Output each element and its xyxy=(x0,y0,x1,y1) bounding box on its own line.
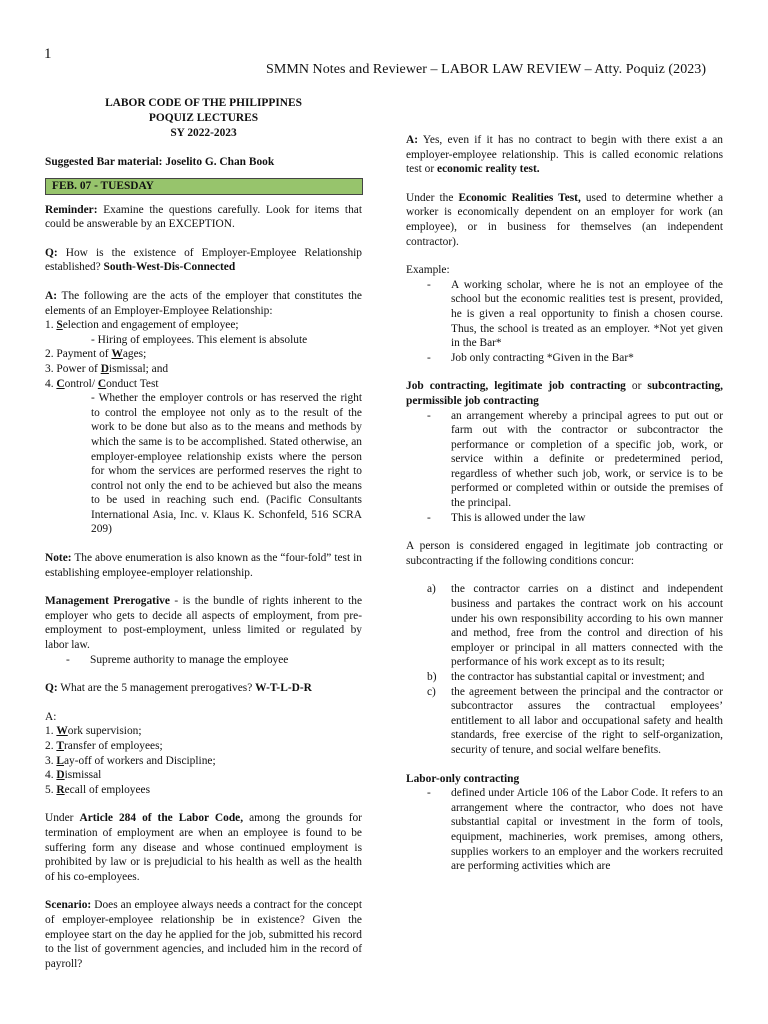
a3-text: Yes, even if it has no contract to begin with there exist a an employer-employee relationship. This is called economic relations test or xyxy=(406,134,723,176)
list-item: - defined under Article 106 of the Labor Code. It refers to an arrangement where the contractor, who does not have substantial capital or investment in the form of tools, equipment, machineries, work premises, among others, supplies workers to an employer and the workers recruited are performing activities which are xyxy=(406,786,723,874)
a1-item-2 xyxy=(45,347,362,362)
a1-text: The following are the acts of the employer that constitutes the elements of an Employer-Employee Relationship: xyxy=(45,289,362,317)
list-item xyxy=(406,582,723,670)
econ-text: used to determine whether a worker is economically dependent on an employer for work (an employee), or in business for themselves (an independent contractor). xyxy=(406,191,723,248)
note-label: Note: xyxy=(45,552,72,565)
title-line-3: SY 2022-2023 xyxy=(170,127,237,139)
list-item xyxy=(45,783,362,798)
a3-bold-tail: economic reality test. xyxy=(437,163,540,176)
job-contracting-list xyxy=(406,409,723,526)
list-item-text: the agreement between the principal and the contractor or subcontractor assures the contractual employees’ entitlement to all labor and occupational safety and health standards, free exercise of the right to self-organization, security of tenure, and social welfare benefits. xyxy=(451,685,723,756)
answer-1 xyxy=(45,289,362,318)
a2-item-rest: ecall of employees xyxy=(64,783,151,796)
page-number: 1 xyxy=(44,46,52,62)
legitimate-contracting-intro: A person is considered engaged in legitimate job contracting or subcontracting if the following conditions concur: xyxy=(406,540,723,567)
date-box: FEB. 07 - TUESDAY xyxy=(45,178,363,195)
a1-item-3 xyxy=(45,362,362,377)
list-item-text: the contractor carries on a distinct and independent business and partakes the contract work on his account under his own responsibility according to his own manner and method, free from the control and direction of his employer or principal in all matters connected with the performance of his work except as to its result; xyxy=(451,583,723,669)
a1-item-4 xyxy=(45,377,362,392)
labor-only-heading: Labor-only contracting xyxy=(406,772,520,785)
a2-item-rest: ismissal xyxy=(64,769,102,782)
a3-label: A: xyxy=(406,134,419,146)
q1-label: Q: xyxy=(45,246,58,259)
a2-item-rest: ransfer of employees; xyxy=(64,740,163,752)
scenario-label: Scenario: xyxy=(45,899,92,912)
example-label: Example: xyxy=(406,264,450,277)
a1-label: A: xyxy=(45,289,58,302)
a2-item-initial: R xyxy=(56,783,65,796)
list-item-text: the contractor has substantial capital or investment; and xyxy=(451,671,705,683)
a1-item-1 xyxy=(45,318,362,333)
mgmt-bullets xyxy=(45,653,362,668)
list-item: - Job only contracting *Given in the Bar* xyxy=(406,351,723,366)
econ-pre: Under the xyxy=(406,191,459,204)
a2-item-initial: D xyxy=(56,769,65,782)
note-text: The above enumeration is also known as the “four-fold” test in establishing employee-employer relationship. xyxy=(45,552,362,579)
a1-item-4-initial-2: C xyxy=(97,377,107,390)
job-contracting-heading-1: Job contracting, legitimate job contracting xyxy=(406,380,626,393)
q1-answer-key: South-West-Dis-Connected xyxy=(103,261,236,274)
q2-answer-key: W-T-L-D-R xyxy=(255,682,312,695)
a1-item-1-initial: S xyxy=(56,319,63,332)
list-item xyxy=(406,685,723,758)
a1-item-2-initial: W xyxy=(111,348,123,361)
economic-realities-paragraph xyxy=(406,191,723,249)
a2-item-num: 2. xyxy=(45,740,57,752)
a1-item-3-rest: ismissal; and xyxy=(108,362,169,375)
a2-item-rest: ork supervision; xyxy=(67,725,142,738)
a2-item-initial: T xyxy=(56,740,64,752)
list-item: - Supreme authority to manage the employee xyxy=(45,653,362,668)
a1-item-4-pre: 4. xyxy=(45,377,57,390)
list-item xyxy=(406,670,723,685)
management-prerogative xyxy=(45,594,362,652)
q1-text: How is the existence of Employer-Employee Relationship established? xyxy=(45,246,362,274)
a1-item-1-num: 1. xyxy=(45,319,57,332)
list-item xyxy=(45,768,362,783)
scenario-text: Does an employee always needs a contract for the concept of employer-employee relationship be in existence? Given the employee start on the day he applied for the job, submitted his record to the list of government agencies, and included him in the record of payroll? xyxy=(45,899,362,970)
list-item xyxy=(45,724,362,739)
econ-bold: Economic Realities Test, xyxy=(458,191,581,204)
document-title xyxy=(45,96,362,141)
bar-material: Suggested Bar material: Joselito G. Chan Book xyxy=(45,156,275,168)
a1-item-2-rest: ages; xyxy=(122,348,147,361)
job-contracting-heading-or: or xyxy=(625,380,648,393)
labor-only-list xyxy=(406,786,723,874)
title-line-1: LABOR CODE OF THE PHILIPPINES xyxy=(105,97,302,109)
mgmt-label: Management Prerogative xyxy=(45,595,170,608)
list-item: - A working scholar, where he is not an employee of the school but the economic realities test is present, provided, he is given a real opportunity to finish a chosen course. Thus, the school is treated as an employer. *Not yet given in the Bar* xyxy=(406,278,723,351)
a2-item-initial: L xyxy=(56,754,64,767)
art284-pre: Under xyxy=(45,812,80,825)
question-1 xyxy=(45,246,362,275)
a1-item-1-rest: election and engagement of employee; xyxy=(62,319,239,332)
a2-item-num: 4. xyxy=(45,769,57,782)
list-item: - an arrangement whereby a principal agrees to put out or farm out with the contractor or subcontractor the performance or completion of a specific job, work, or service within a definite or predetermined period, regardless of whether such job, work, or service is to be performed or completed within or outside the premises of the principal. xyxy=(406,409,723,511)
a2-item-num: 3. xyxy=(45,754,57,767)
list-marker: b) xyxy=(427,671,437,683)
art284-ref: Article 284 of the Labor Code, xyxy=(79,812,244,825)
question-2 xyxy=(45,681,362,696)
a2-item-initial: W xyxy=(56,725,68,738)
a2-item-num: 1. xyxy=(45,725,57,738)
list-marker: a) xyxy=(427,583,436,596)
a1-item-3-initial: D xyxy=(100,362,109,375)
left-column xyxy=(45,96,362,971)
a2-item-rest: ay-off of workers and Discipline; xyxy=(64,754,216,767)
list-marker: c) xyxy=(427,685,436,698)
a1-item-3-pre: 3. Power of xyxy=(45,362,101,375)
q2-label: Q: xyxy=(45,682,58,695)
art284-text: among the grounds for termination of employment are when an employee is found to be suffering form any disease and whose continued employment is prohibited by law or is prejudicial to his health as well as the health of his co-employees. xyxy=(45,812,362,883)
list-item xyxy=(45,754,362,769)
job-contracting-heading xyxy=(406,379,723,408)
running-header: SMMN Notes and Reviewer – LABOR LAW REVIEW – Atty. Poquiz (2023) xyxy=(266,62,707,77)
scenario-paragraph xyxy=(45,898,362,971)
a1-item-1-sub: - Hiring of employees. This element is absolute xyxy=(91,333,308,346)
q2-text: What are the 5 management prerogatives? xyxy=(57,682,256,695)
a2-label: A: xyxy=(45,710,57,723)
list-item xyxy=(45,739,362,754)
legitimate-conditions-list xyxy=(406,582,723,757)
a1-item-4-initial-1: C xyxy=(56,377,65,390)
job-contracting-heading-2: subcontracting, permissible job contracting xyxy=(406,380,723,407)
note-paragraph xyxy=(45,551,362,580)
example-list xyxy=(406,278,723,366)
reminder-paragraph xyxy=(45,203,362,232)
list-item: - This is allowed under the law xyxy=(406,511,723,526)
article-284-paragraph xyxy=(45,811,362,884)
a2-item-num: 5. xyxy=(45,783,57,796)
reminder-label: Reminder: xyxy=(45,203,98,216)
a1-item-2-pre: 2. Payment of xyxy=(45,348,112,361)
title-line-2: POQUIZ LECTURES xyxy=(148,112,259,124)
a1-item-4-sub: - Whether the employer controls or has reserved the right to control the employee not only as to the result of the work to be done but also as to the means and methods by which the same is to be accomplished. Stated otherwise, an employer-employee relationship exists where the person for whom the services are performed reserves the right to control not only the end to be achieved but also the means to be used in reaching such end. (Pacific Consultants International Asia, Inc. v. Klaus K. Schonfeld, 516 SCRA 209) xyxy=(91,392,362,536)
right-column xyxy=(406,111,723,874)
mgmt-text: - is the bundle of rights inherent to the employer who gets to decide all aspects of employment, from pre-employment to post-employment, unless limited or regulated by labor law. xyxy=(45,595,362,652)
reminder-text: Examine the questions carefully. Look for items that could be answerable by an EXCEPTION. xyxy=(45,203,362,231)
answer-3 xyxy=(406,133,723,177)
a1-item-4-rest: onduct Test xyxy=(106,377,159,390)
a1-item-4-mid: ontrol/ xyxy=(64,377,98,390)
